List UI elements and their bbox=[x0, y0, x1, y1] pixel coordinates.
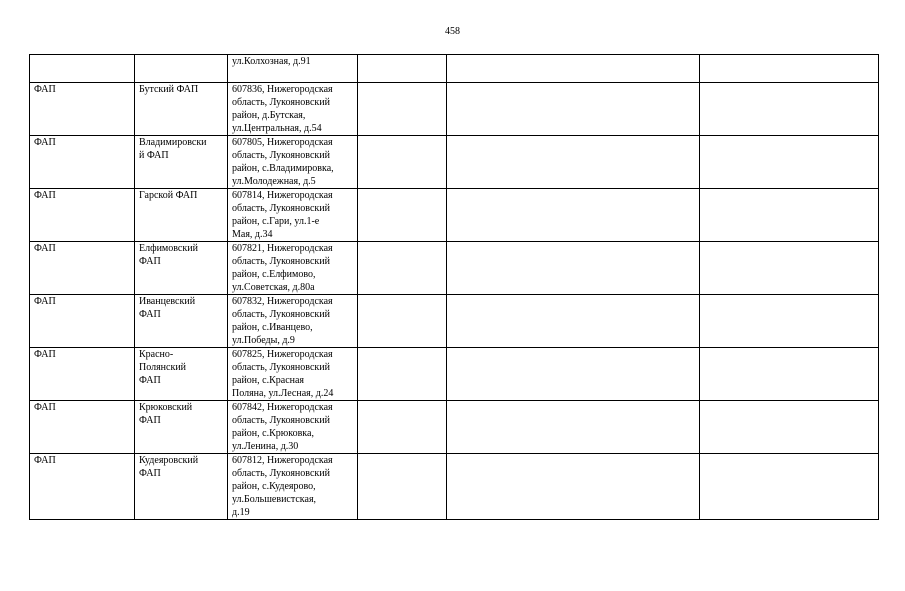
cell-name-text: Иванцевский ФАП bbox=[139, 296, 196, 320]
cell-type-text: ФАП bbox=[34, 137, 56, 148]
cell-empty-5 bbox=[447, 295, 700, 348]
cell-empty-5 bbox=[447, 454, 700, 520]
table-row bbox=[30, 348, 879, 401]
cell-name bbox=[135, 295, 228, 348]
cell-name bbox=[135, 136, 228, 189]
cell-address bbox=[228, 189, 358, 242]
cell-address-text: 607812, Нижегородская область, Лукояновский район, с.Кудеярово, ул.Большевистская, д.19 bbox=[232, 455, 333, 518]
cell-empty-6 bbox=[700, 189, 879, 242]
table-row bbox=[30, 295, 879, 348]
cell-type bbox=[30, 454, 135, 520]
table-row bbox=[30, 454, 879, 520]
cell-empty-4 bbox=[358, 242, 447, 295]
cell-empty-5 bbox=[447, 348, 700, 401]
cell-empty-5 bbox=[447, 189, 700, 242]
cell-empty-6 bbox=[700, 55, 879, 83]
cell-empty-6 bbox=[700, 242, 879, 295]
cell-address bbox=[228, 348, 358, 401]
cell-address bbox=[228, 401, 358, 454]
facilities-table bbox=[29, 54, 879, 520]
cell-address bbox=[228, 136, 358, 189]
cell-empty-6 bbox=[700, 454, 879, 520]
cell-type bbox=[30, 295, 135, 348]
cell-empty-6 bbox=[700, 83, 879, 136]
cell-address-text: 607805, Нижегородская область, Лукояновский район, с.Владимировка, ул.Молодежная, д.5 bbox=[232, 137, 334, 187]
cell-empty-4 bbox=[358, 454, 447, 520]
table-body bbox=[30, 55, 879, 520]
cell-address-text: 607814, Нижегородская область, Лукояновский район, с.Гари, ул.1-е Мая, д.34 bbox=[232, 190, 333, 240]
cell-empty-6 bbox=[700, 136, 879, 189]
table-row bbox=[30, 189, 879, 242]
page-number: 458 bbox=[445, 26, 460, 37]
cell-type bbox=[30, 401, 135, 454]
cell-empty-5 bbox=[447, 401, 700, 454]
cell-empty-5 bbox=[447, 136, 700, 189]
cell-empty-6 bbox=[700, 348, 879, 401]
cell-address-text: 607825, Нижегородская область, Лукояновский район, с.Красная Поляна, ул.Лесная, д.24 bbox=[232, 349, 334, 399]
cell-address-text: 607821, Нижегородская область, Лукояновский район, с.Елфимово, ул.Советская, д.80а bbox=[232, 243, 333, 293]
cell-type bbox=[30, 242, 135, 295]
cell-name-text: Крюковский ФАП bbox=[139, 402, 193, 426]
cell-address-text: 607832, Нижегородская область, Лукояновский район, с.Иванцево, ул.Победы, д.9 bbox=[232, 296, 333, 346]
cell-address bbox=[228, 55, 358, 83]
cell-empty-4 bbox=[358, 136, 447, 189]
cell-empty-4 bbox=[358, 55, 447, 83]
cell-name bbox=[135, 83, 228, 136]
table-row bbox=[30, 83, 879, 136]
cell-name bbox=[135, 348, 228, 401]
table-row bbox=[30, 136, 879, 189]
cell-empty-4 bbox=[358, 401, 447, 454]
cell-type bbox=[30, 189, 135, 242]
cell-type bbox=[30, 348, 135, 401]
cell-empty-6 bbox=[700, 295, 879, 348]
cell-name bbox=[135, 454, 228, 520]
cell-address bbox=[228, 454, 358, 520]
cell-name-text: Владимировски й ФАП bbox=[139, 137, 207, 161]
cell-address bbox=[228, 242, 358, 295]
cell-name-text: Красно- Полянский ФАП bbox=[139, 349, 187, 386]
cell-type-text: ФАП bbox=[34, 243, 56, 254]
cell-type bbox=[30, 55, 135, 83]
cell-empty-6 bbox=[700, 401, 879, 454]
cell-name-text: Бутский ФАП bbox=[139, 84, 199, 95]
cell-address bbox=[228, 83, 358, 136]
cell-type-text: ФАП bbox=[34, 296, 56, 307]
cell-name-text: Кудеяровский ФАП bbox=[139, 455, 199, 479]
cell-name bbox=[135, 55, 228, 83]
cell-name bbox=[135, 401, 228, 454]
cell-type-text: ФАП bbox=[34, 455, 56, 466]
cell-empty-5 bbox=[447, 55, 700, 83]
table-row bbox=[30, 242, 879, 295]
cell-empty-4 bbox=[358, 295, 447, 348]
cell-name-text: Елфимовский ФАП bbox=[139, 243, 198, 267]
cell-address bbox=[228, 295, 358, 348]
cell-address-text: ул.Колхозная, д.91 bbox=[232, 56, 311, 67]
cell-address-text: 607836, Нижегородская область, Лукояновский район, д.Бутская, ул.Центральная, д.54 bbox=[232, 84, 333, 134]
cell-type-text: ФАП bbox=[34, 84, 56, 95]
cell-empty-4 bbox=[358, 348, 447, 401]
cell-empty-5 bbox=[447, 83, 700, 136]
cell-type bbox=[30, 83, 135, 136]
cell-type-text: ФАП bbox=[34, 190, 56, 201]
cell-name-text: Гарской ФАП bbox=[139, 190, 198, 201]
cell-empty-4 bbox=[358, 189, 447, 242]
cell-name bbox=[135, 189, 228, 242]
cell-name bbox=[135, 242, 228, 295]
cell-empty-5 bbox=[447, 242, 700, 295]
table-row-continuation bbox=[30, 55, 879, 83]
table-row bbox=[30, 401, 879, 454]
cell-type-text: ФАП bbox=[34, 402, 56, 413]
cell-type-text: ФАП bbox=[34, 349, 56, 360]
cell-address-text: 607842, Нижегородская область, Лукояновский район, с.Крюковка, ул.Ленина, д.30 bbox=[232, 402, 333, 452]
cell-empty-4 bbox=[358, 83, 447, 136]
cell-type bbox=[30, 136, 135, 189]
